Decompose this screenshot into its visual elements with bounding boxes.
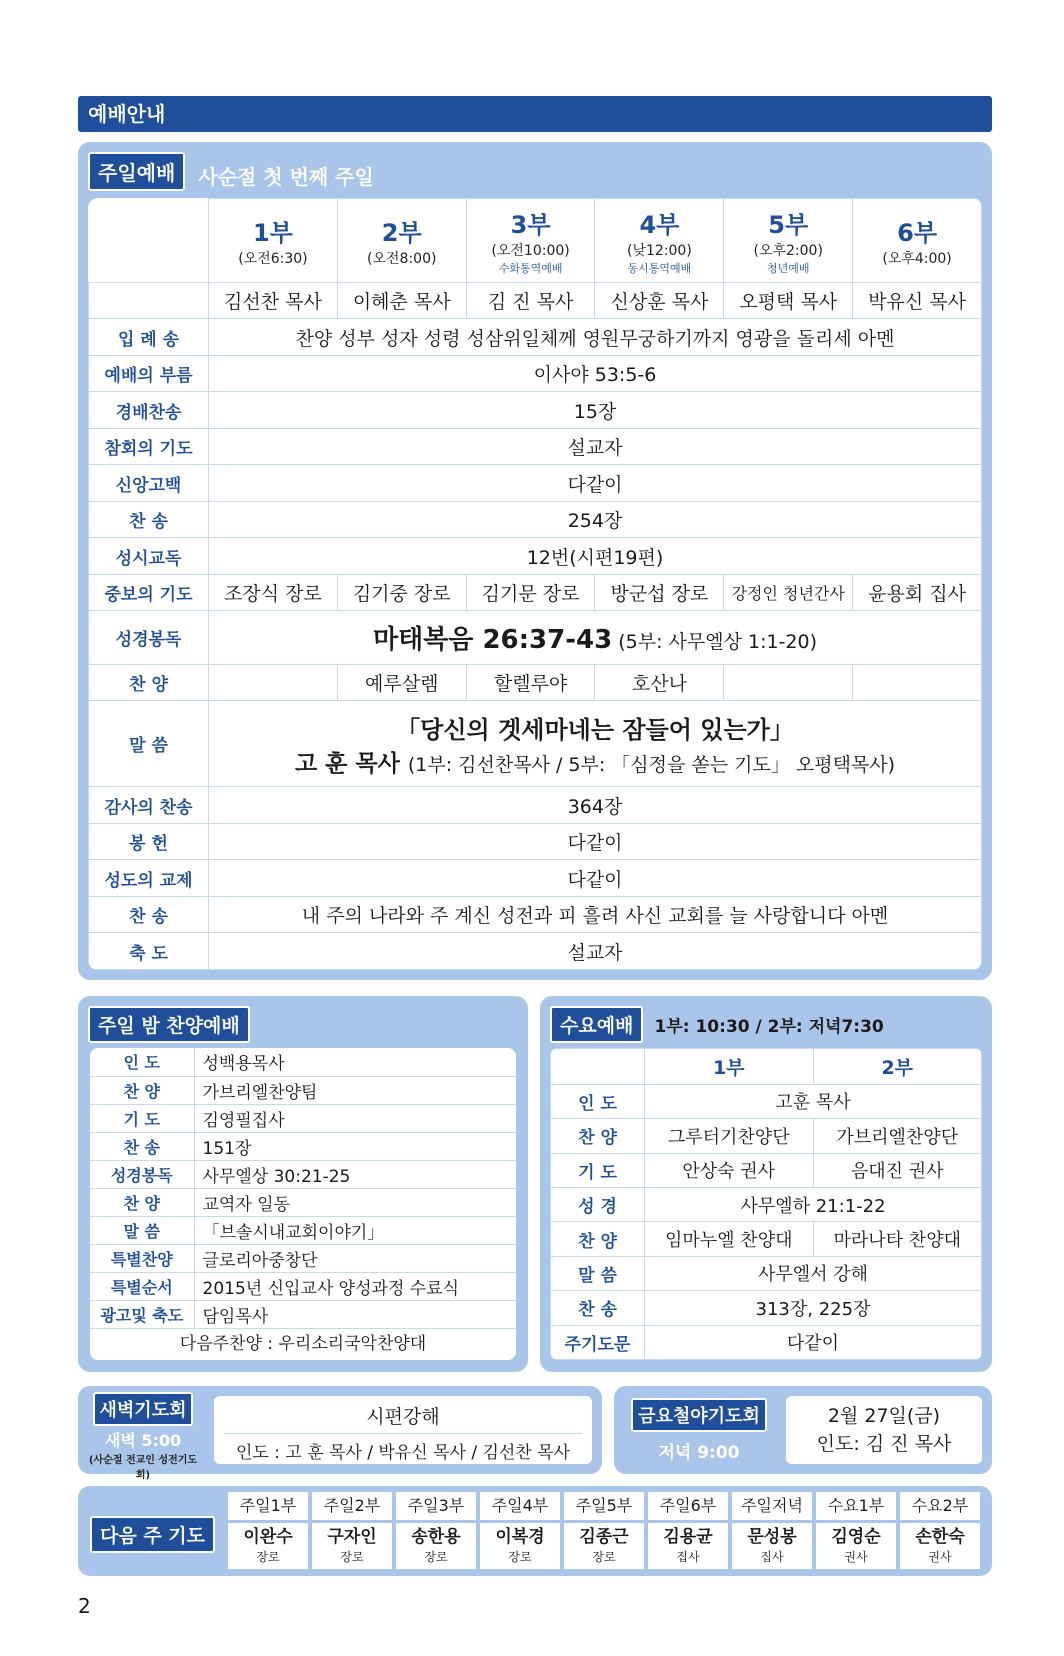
row-label: 찬 송: [551, 1291, 645, 1325]
sunday-order-sheet: [88, 198, 982, 970]
row-value: 설교자: [209, 933, 982, 970]
row-label: 중보의 기도: [89, 574, 209, 611]
slot-name: 송한용: [411, 1527, 461, 1547]
row-label: 참회의 기도: [89, 428, 209, 465]
next-week-grid: [228, 1492, 980, 1569]
row-value: 다같이: [209, 860, 982, 897]
scripture-value: [209, 611, 982, 665]
order-row: [89, 465, 982, 502]
evening-row: [90, 1216, 516, 1244]
row-value: 12번(시편19편): [209, 538, 982, 575]
row-label: 찬 양: [551, 1222, 645, 1256]
slot-name: 이완수: [243, 1527, 293, 1547]
order-row: [89, 860, 982, 897]
wednesday-worship-panel: [540, 996, 992, 1372]
friday-tag: 금요철야기도회: [631, 1398, 767, 1432]
row-value: 가브리엘찬양단: [813, 1119, 982, 1153]
slot-role: 집사: [676, 1550, 700, 1564]
row-value: 임마누엘 찬양대: [645, 1222, 814, 1256]
slot-role: 장로: [424, 1550, 448, 1564]
scripture-row: [89, 611, 982, 665]
dawn-leaders: 인도 : 고 훈 목사 / 박유신 목사 / 김선찬 목사: [236, 1443, 570, 1463]
wednesday-header-row: [551, 1049, 982, 1085]
empty-cell: [89, 199, 209, 283]
evening-row: [90, 1188, 516, 1216]
pastor-5: 오평택 목사: [724, 282, 853, 319]
next-week-tag: 다음 주 기도: [90, 1516, 215, 1553]
empty-cell: [89, 282, 209, 319]
choir: [724, 664, 853, 701]
row-value: 사무엘하 21:1-22: [645, 1187, 982, 1221]
row-label: 기 도: [90, 1104, 194, 1132]
slot-role: 권사: [928, 1550, 952, 1564]
intercessor: 조장식 장로: [209, 574, 338, 611]
dawn-tag: 새벽기도회: [93, 1392, 194, 1426]
wednesday-row: [551, 1153, 982, 1187]
pastors-row: [89, 282, 982, 319]
page-number: 2: [78, 1594, 91, 1618]
choir: 예루살렘: [337, 664, 466, 701]
intercessor: 김기중 장로: [337, 574, 466, 611]
choir: 할렐루야: [466, 664, 595, 701]
row-value: 성백용목사: [194, 1048, 516, 1076]
order-row: [89, 823, 982, 860]
row-value: 담임목사: [194, 1300, 516, 1328]
prayer-slot: [732, 1492, 812, 1569]
slot-service: 주일2부: [312, 1492, 392, 1520]
row-label: 찬 양: [89, 664, 209, 701]
row-value: 교역자 일동: [194, 1188, 516, 1216]
intercessor: 방군섭 장로: [595, 574, 724, 611]
order-row: [89, 319, 982, 356]
friday-leader: 인도: 김 진 목사: [816, 1433, 952, 1455]
slot-service: 주일3부: [396, 1492, 476, 1520]
evening-row: [90, 1300, 516, 1328]
row-value: 찬양 성부 성자 성령 성삼위일체께 영원무궁하기까지 영광을 돌리세 아멘: [209, 319, 982, 356]
order-row: [89, 538, 982, 575]
evening-worship-panel: [78, 996, 528, 1372]
row-label: 말 씀: [551, 1256, 645, 1290]
row-label: 봉 헌: [89, 823, 209, 860]
slot-name: 김종근: [579, 1527, 629, 1547]
wednesday-order-table: [550, 1048, 982, 1360]
evening-row: [90, 1160, 516, 1188]
order-row: [89, 933, 982, 970]
order-row: [89, 428, 982, 465]
choir: 호산나: [595, 664, 724, 701]
dawn-note: (사순절 전교인 성전기도회): [88, 1455, 198, 1481]
row-label: 성경봉독: [89, 611, 209, 665]
slot-name: 구자인: [327, 1527, 377, 1547]
sunday-worship-panel: [78, 142, 992, 980]
slot-name: 이복경: [495, 1527, 545, 1547]
service-5: 5부 (오후2:00) 청년예배: [724, 199, 853, 283]
service-2: 2부 (오전8:00): [337, 199, 466, 283]
row-label: 신앙고백: [89, 465, 209, 502]
empty-cell: [551, 1049, 645, 1085]
sunday-header: [88, 152, 374, 189]
service-6: 6부 (오후4:00): [853, 199, 982, 283]
col-header: 2부: [813, 1049, 982, 1085]
row-value: 254장: [209, 501, 982, 538]
row-label: 광고및 축도: [90, 1300, 194, 1328]
row-label: 특별순서: [90, 1272, 194, 1300]
service-1: 1부 (오전6:30): [209, 199, 338, 283]
prayer-slot: [648, 1492, 728, 1569]
row-label: 특별찬양: [90, 1244, 194, 1272]
intercessor: 윤용회 집사: [853, 574, 982, 611]
row-value: 「브솔시내교회이야기」: [194, 1216, 516, 1244]
sermon-value: [209, 701, 982, 787]
slot-service: 주일저녁: [732, 1492, 812, 1520]
prayer-slot: [480, 1492, 560, 1569]
row-label: 기 도: [551, 1153, 645, 1187]
row-label: 찬 송: [89, 896, 209, 933]
wednesday-order-sheet: [550, 1048, 982, 1360]
choir: [853, 664, 982, 701]
wednesday-row: [551, 1187, 982, 1221]
intercession-row: [89, 574, 982, 611]
friday-detail: [786, 1396, 982, 1464]
evening-row: [90, 1104, 516, 1132]
order-row: [89, 355, 982, 392]
scripture-main: 마태복음 26:37-43: [372, 625, 613, 656]
pastor-2: 이혜춘 목사: [337, 282, 466, 319]
dawn-detail: [214, 1396, 592, 1464]
friday-date: 2월 27일(금): [827, 1405, 941, 1427]
row-label: 감사의 찬송: [89, 787, 209, 824]
row-value: 313장, 225장: [645, 1291, 982, 1325]
friday-prayer-panel: [614, 1386, 992, 1474]
evening-row: [90, 1132, 516, 1160]
choir: [209, 664, 338, 701]
slot-service: 주일4부: [480, 1492, 560, 1520]
slot-role: 집사: [760, 1550, 784, 1564]
evening-order-sheet: [90, 1048, 516, 1360]
row-label: 입 례 송: [89, 319, 209, 356]
row-label: 성시교독: [89, 538, 209, 575]
wednesday-row: [551, 1084, 982, 1118]
dawn-time: 새벽 5:00: [104, 1431, 182, 1450]
slot-name: 손한숙: [915, 1527, 965, 1547]
next-week-prayer-panel: [78, 1486, 992, 1576]
slot-service: 주일6부: [648, 1492, 728, 1520]
row-value: 다같이: [209, 823, 982, 860]
row-label: 성도의 교제: [89, 860, 209, 897]
wednesday-row: [551, 1291, 982, 1325]
sermon-row: [89, 701, 982, 787]
intercessor: 강정인 청년간사: [724, 574, 853, 611]
row-value: 다같이: [209, 465, 982, 502]
dawn-title: 시편강해: [224, 1396, 582, 1434]
row-label: 찬 양: [90, 1076, 194, 1104]
sermon-title: 「당신의 겟세마네는 잠들어 있는가」: [396, 715, 794, 744]
row-value: 2015년 신입교사 양성과정 수료식: [194, 1272, 516, 1300]
slot-service: 수요1부: [816, 1492, 896, 1520]
row-label: 성경봉독: [90, 1160, 194, 1188]
wednesday-times: 1부: 10:30 / 2부: 저녁7:30: [654, 1017, 884, 1037]
row-value: 그루터기찬양단: [645, 1119, 814, 1153]
order-row: [89, 392, 982, 429]
sermon-preacher: 고 훈 목사: [294, 750, 400, 777]
row-label: 말 씀: [89, 701, 209, 787]
friday-time: 저녁 9:00: [658, 1443, 740, 1463]
evening-row: [90, 1076, 516, 1104]
section-title: 예배안내: [88, 102, 166, 126]
sunday-tag: 주일예배: [88, 152, 185, 191]
evening-order-table: [90, 1048, 516, 1329]
row-value: 안상숙 권사: [645, 1153, 814, 1187]
order-row: [89, 501, 982, 538]
row-value: 글로리아중창단: [194, 1244, 516, 1272]
section-header: [78, 96, 992, 132]
wednesday-row: [551, 1256, 982, 1290]
prayer-slot: [396, 1492, 476, 1569]
row-value: 음대진 권사: [813, 1153, 982, 1187]
row-value: 이사야 53:5-6: [209, 355, 982, 392]
evening-row: [90, 1048, 516, 1076]
evening-row: [90, 1244, 516, 1272]
row-label: 찬 송: [90, 1132, 194, 1160]
sunday-subtitle: 사순절 첫 번째 주일: [198, 165, 374, 189]
pastor-1: 김선찬 목사: [209, 282, 338, 319]
scripture-sub: (5부: 사무엘상 1:1-20): [618, 631, 818, 654]
row-value: 김영필집사: [194, 1104, 516, 1132]
slot-name: 김용균: [663, 1527, 713, 1547]
row-label: 찬 양: [90, 1188, 194, 1216]
row-value: 가브리엘찬양팀: [194, 1076, 516, 1104]
row-value: 설교자: [209, 428, 982, 465]
pastor-6: 박유신 목사: [853, 282, 982, 319]
prayer-slot: [228, 1492, 308, 1569]
row-value: 151장: [194, 1132, 516, 1160]
row-label: 예배의 부름: [89, 355, 209, 392]
dawn-prayer-panel: [78, 1386, 602, 1481]
service-times-row: [89, 199, 982, 283]
prayer-slot: [312, 1492, 392, 1569]
service-3: 3부 (오전10:00) 수화통역예배: [466, 199, 595, 283]
slot-role: 장로: [340, 1550, 364, 1564]
row-label: 인 도: [551, 1084, 645, 1118]
row-label: 축 도: [89, 933, 209, 970]
pastor-4: 신상훈 목사: [595, 282, 724, 319]
prayer-slot: [564, 1492, 644, 1569]
row-label: 말 씀: [90, 1216, 194, 1244]
row-label: 경배찬송: [89, 392, 209, 429]
slot-name: 김영순: [831, 1527, 881, 1547]
slot-service: 주일1부: [228, 1492, 308, 1520]
order-row: [89, 896, 982, 933]
intercessor: 김기문 장로: [466, 574, 595, 611]
slot-role: 장로: [508, 1550, 532, 1564]
row-value: 15장: [209, 392, 982, 429]
col-header: 1부: [645, 1049, 814, 1085]
slot-role: 장로: [592, 1550, 616, 1564]
row-value: 364장: [209, 787, 982, 824]
sermon-note: (1부: 김선찬목사 / 5부: 「심정을 쏟는 기도」 오평택목사): [407, 753, 896, 776]
row-label: 성 경: [551, 1187, 645, 1221]
row-value: 고훈 목사: [645, 1084, 982, 1118]
service-4: 4부 (낮12:00) 동시통역예배: [595, 199, 724, 283]
wednesday-tag: 수요예배: [550, 1006, 643, 1043]
row-value: 내 주의 나라와 주 계신 성전과 피 흘려 사신 교회를 늘 사랑합니다 아멘: [209, 896, 982, 933]
pastor-3: 김 진 목사: [466, 282, 595, 319]
slot-service: 수요2부: [900, 1492, 980, 1520]
row-label: 찬 송: [89, 501, 209, 538]
evening-row: [90, 1272, 516, 1300]
row-value: 마라나타 찬양대: [813, 1222, 982, 1256]
prayer-slot: [816, 1492, 896, 1569]
slot-service: 주일5부: [564, 1492, 644, 1520]
row-label: 주기도문: [551, 1325, 645, 1359]
row-value: 사무엘서 강해: [645, 1256, 982, 1290]
prayer-slot: [900, 1492, 980, 1569]
sunday-order-table: [88, 198, 982, 970]
slot-role: 권사: [844, 1550, 868, 1564]
row-value: 다같이: [645, 1325, 982, 1359]
slot-role: 장로: [256, 1550, 280, 1564]
wednesday-row: [551, 1119, 982, 1153]
order-row: [89, 787, 982, 824]
row-label: 찬 양: [551, 1119, 645, 1153]
row-value: 사무엘상 30:21-25: [194, 1160, 516, 1188]
row-label: 인 도: [90, 1048, 194, 1076]
slot-name: 문성봉: [747, 1527, 797, 1547]
evening-tag: 주일 밤 찬양예배: [88, 1006, 250, 1043]
wednesday-row: [551, 1325, 982, 1359]
choir-row: [89, 664, 982, 701]
next-week-choir: 다음주찬양 : 우리소리국악찬양대: [179, 1333, 427, 1354]
wednesday-row: [551, 1222, 982, 1256]
